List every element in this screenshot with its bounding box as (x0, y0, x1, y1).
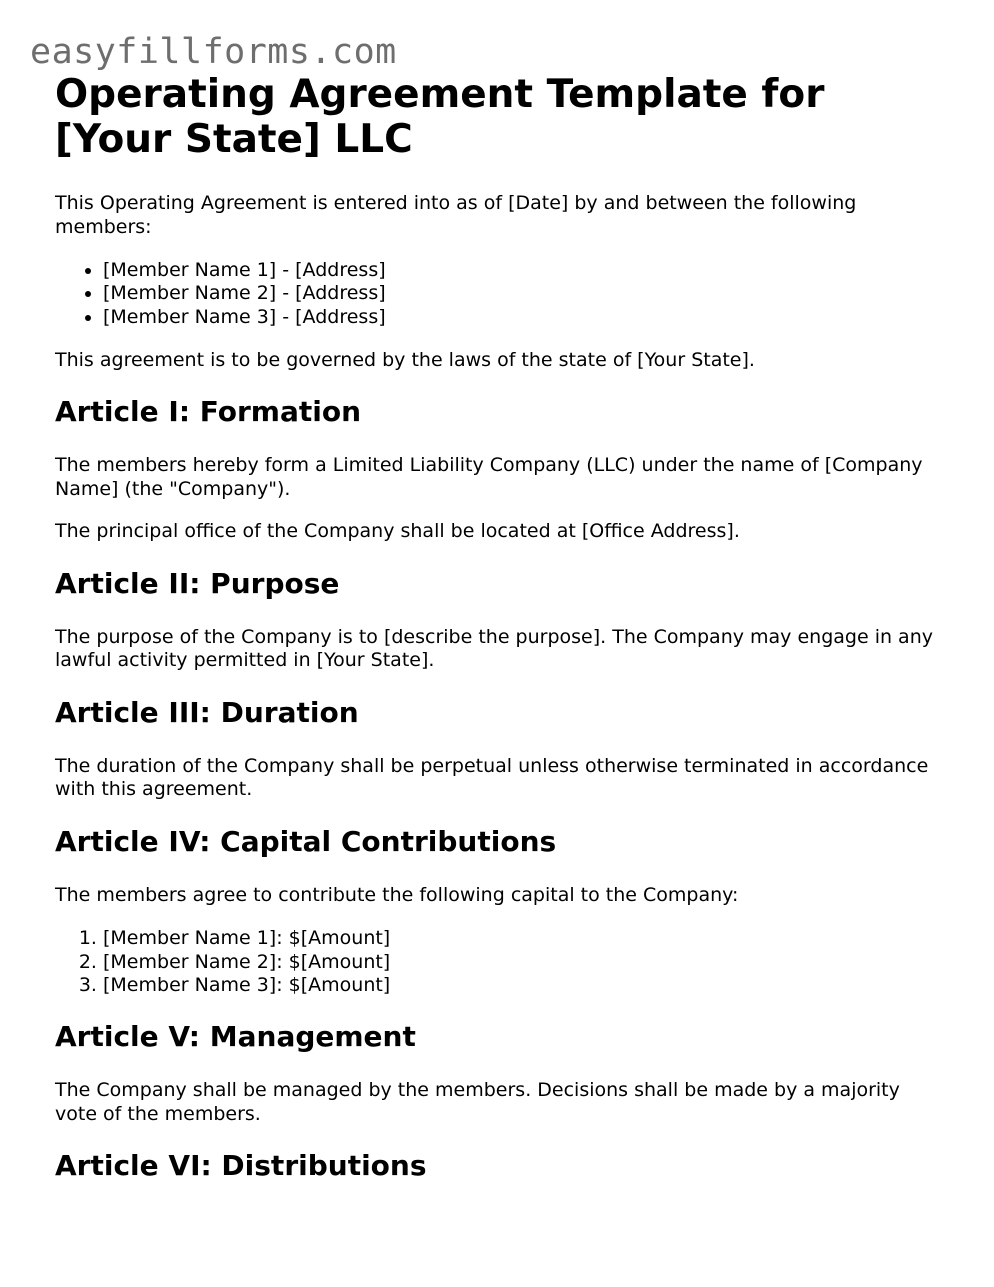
page-title (55, 72, 935, 162)
title-line-1: Operating Agreement Template for (55, 72, 825, 117)
article-5-paragraph-1: The Company shall be managed by the members. Decisions shall be made by a majority vote of the members. (55, 1079, 900, 1125)
document-body (55, 72, 935, 1183)
article-4-paragraph-1: The members agree to contribute the following capital to the Company: (55, 883, 739, 906)
article-5-heading: Article V: Management (55, 1020, 416, 1054)
article-2-heading: Article II: Purpose (55, 566, 340, 600)
governing-law-paragraph: This agreement is to be governed by the laws of the state of [Your State]. (55, 348, 755, 371)
watermark: easyfillforms.com (30, 32, 397, 72)
list-item: 2. [Member Name 2]: $[Amount] (103, 951, 935, 974)
article-1-heading: Article I: Formation (55, 395, 362, 429)
intro-paragraph: This Operating Agreement is entered into as of [Date] by and between the following members: (55, 192, 857, 238)
article-4-heading: Article IV: Capital Contributions (55, 824, 557, 858)
article-6-heading: Article VI: Distributions (55, 1149, 427, 1183)
list-item: 3. [Member Name 3]: $[Amount] (103, 974, 935, 997)
list-item: 1. [Member Name 1]: $[Amount] (103, 927, 935, 950)
list-item: • [Member Name 1] - [Address] (103, 259, 935, 282)
article-1-paragraph-2: The principal office of the Company shall be located at [Office Address]. (55, 520, 740, 543)
title-line-2: [Your State] LLC (55, 117, 413, 162)
article-3-heading: Article III: Duration (55, 695, 359, 729)
article-1-paragraph-1: The members hereby form a Limited Liability Company (LLC) under the name of [Company Name] (the "Company"). (55, 454, 923, 500)
article-3-paragraph-1: The duration of the Company shall be perpetual unless otherwise terminated in accordance with this agreement. (55, 754, 929, 801)
list-item: • [Member Name 2] - [Address] (103, 282, 935, 305)
capital-contributions-list (55, 927, 935, 997)
members-list (55, 259, 935, 329)
list-item: • [Member Name 3] - [Address] (103, 306, 935, 329)
article-2-paragraph-1: The purpose of the Company is to [describe the purpose]. The Company may engage in any lawful activity permitted in [Your State]. (55, 625, 933, 672)
